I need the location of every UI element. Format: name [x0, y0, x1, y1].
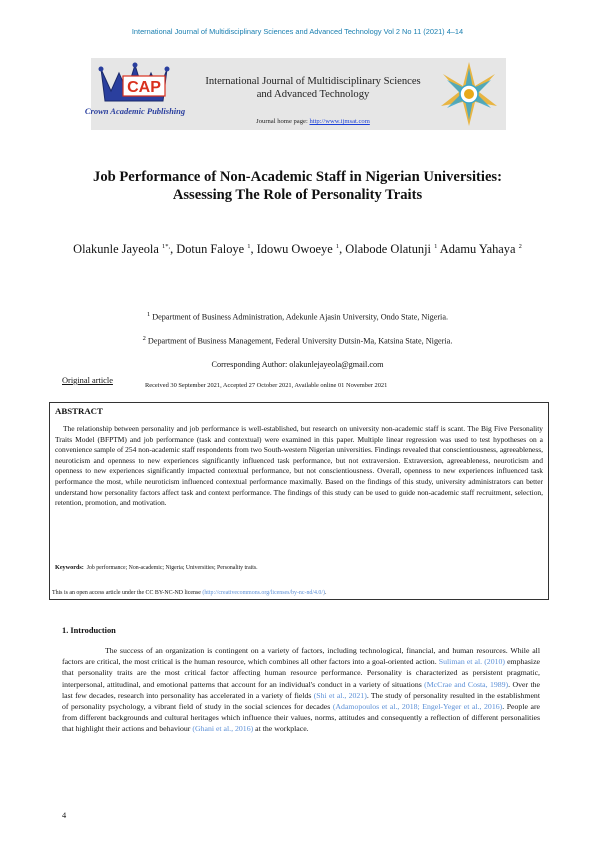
- homepage-label: Journal home page:: [256, 118, 308, 125]
- author-name: Idowu Owoeye: [256, 242, 333, 257]
- citation-shi[interactable]: (Shi et al., 2021): [313, 690, 367, 700]
- author-separator: ,: [170, 242, 174, 257]
- license-end: .: [324, 590, 327, 596]
- author-name: Adamu Yahaya: [439, 242, 516, 257]
- intro-text-2: emphasize that personality traits are the most critical factor affecting human resource performance. Personality is characterized as persistent pragmatic, interpersonal, attitudinal, and emotional patterns that account for an individual's conduct in a variety of situations: [62, 657, 540, 689]
- journal-banner: [84, 58, 506, 130]
- license-link[interactable]: (http://creativecommons.org/licenses/by-nc-nd/4.0/): [202, 590, 325, 596]
- paper-title: [60, 168, 535, 204]
- running-head: International Journal of Multidisciplinary Sciences and Advanced Technology Vol 2 No 11 (2021) 4–14: [131, 27, 464, 36]
- intro-text-4: . The study of personality resulted in the establishment of personality psychology, a vibrant field of study in the social sciences for decades: [62, 690, 540, 712]
- paper-title-line1: Job Performance of Non-Academic Staff in Nigerian Universities:: [93, 169, 502, 185]
- banner-title-line1: International Journal of Multidisciplinary Sciences: [205, 76, 421, 87]
- corresponding-author: Corresponding Author: olakunlejayeola@gmail.com: [211, 360, 384, 369]
- affiliation-2-text: Department of Business Management, Federal University Dutsin-Ma, Katsina State, Nigeria.: [147, 336, 453, 346]
- author-separator: ,: [250, 242, 254, 257]
- author-separator: ,: [339, 242, 343, 257]
- abstract-box: [49, 402, 549, 600]
- citation-suliman[interactable]: Suliman et al. (2010): [438, 657, 505, 667]
- affiliation-1: [0, 311, 595, 322]
- homepage-link[interactable]: http://www.ijmsat.com: [309, 118, 370, 125]
- svg-text:CAP: CAP: [127, 79, 161, 96]
- intro-text-5: . People are from different backgrounds and cultural heritages which influence their values, norms, attitudes and consequently a reflection of different personalities that highlight their actions and behaviour: [62, 702, 540, 734]
- author-sup: 2: [518, 243, 522, 250]
- svg-text:Crown Academic Publishing: Crown Academic Publishing: [84, 106, 186, 116]
- star-emblem-icon: [438, 58, 500, 130]
- author-sup: 1: [434, 243, 438, 250]
- affiliation-1-text: Department of Business Administration, Adekunle Ajasin University, Ondo State, Nigeria.: [152, 312, 449, 322]
- page-number: 4: [62, 811, 67, 820]
- intro-text-6: at the workplace.: [255, 724, 309, 734]
- journal-homepage: [183, 118, 443, 125]
- author-name: Dotun Faloye: [176, 242, 245, 257]
- intro-text-1: The success of an organization is contingent on a variety of factors, including technological, financial, and human resources. While all factors are critical, the most critical is the human resource, which combines all other factors into a goal-oriented action.: [62, 646, 540, 667]
- banner-journal-title: [183, 75, 443, 101]
- author-name: Olakunle Jayeola: [73, 242, 159, 257]
- affiliation-2: [0, 335, 595, 346]
- license-line: [52, 590, 326, 596]
- citation-ghani[interactable]: (Ghani et al., 2016): [192, 724, 254, 734]
- author-sup: 1: [335, 243, 340, 250]
- banner-title-line2: and Advanced Technology: [256, 89, 370, 100]
- affiliation-2-sup: 2: [142, 335, 146, 342]
- abstract-body: The relationship between personality and job performance is well-established, but research on university non-academic staff is scant. The Big Five Personality Traits Model (BFPTM) and job performance (task and contextual) were examined in this paper. Multiple linear regression was used to test hypotheses on a convenience sample of 254 non-academic staff respondents from two South-western Nigerian universities. Findings revealed that conscientiousness, agreeableness, neuroticism and openness to new experiences significantly influenced task performance, but not extraversion. Extraversion, agreeableness, neuroticism and openness to new experiences significantly impacted contextual performance, but not conscientiousness. Overall, openness to new experiences influenced task performance the most, while neuroticism influenced contextual performance maximally. Based on the findings of this study, university administrators can better understand how personality factors affect task and context performance. The findings of this study can be used to guide non-academic staff recruitment, selection, retention, promotion, and motivation.: [55, 424, 543, 508]
- author-sup: 1: [247, 243, 251, 250]
- crown-academic-publishing-logo: [84, 61, 186, 127]
- citation-mccrae[interactable]: (McCrae and Costa, 1989): [424, 679, 509, 689]
- author-sup: 1*,: [161, 243, 171, 250]
- keywords-line: [55, 564, 258, 571]
- introduction-paragraph: [62, 645, 540, 735]
- affiliation-1-sup: 1: [146, 311, 151, 318]
- keywords-label: Keywords:: [55, 564, 84, 571]
- citation-adamopoulos[interactable]: (Adamopoulos et al., 2018; Engel-Yeger et al., 2016): [332, 702, 503, 712]
- section-heading-introduction: 1. Introduction: [62, 626, 116, 635]
- author-name: Olabode Olatunji: [345, 242, 431, 257]
- article-type: Original article: [62, 376, 113, 385]
- abstract-heading: ABSTRACT: [55, 406, 103, 416]
- intro-text-3: . Over the last few decades, research into personality has accelerated in a variety of fields: [62, 679, 540, 700]
- license-text: This is an open access article under the CC BY-NC-ND license: [52, 590, 201, 596]
- received-dates: Received 30 September 2021, Accepted 27 October 2021, Available online 01 November 2021: [145, 382, 388, 389]
- keywords-text: Job performance; Non-academic; Nigeria; Universities; Personality traits.: [86, 565, 258, 571]
- author-list: [55, 238, 540, 258]
- paper-title-line2: Assessing The Role of Personality Traits: [172, 187, 423, 203]
